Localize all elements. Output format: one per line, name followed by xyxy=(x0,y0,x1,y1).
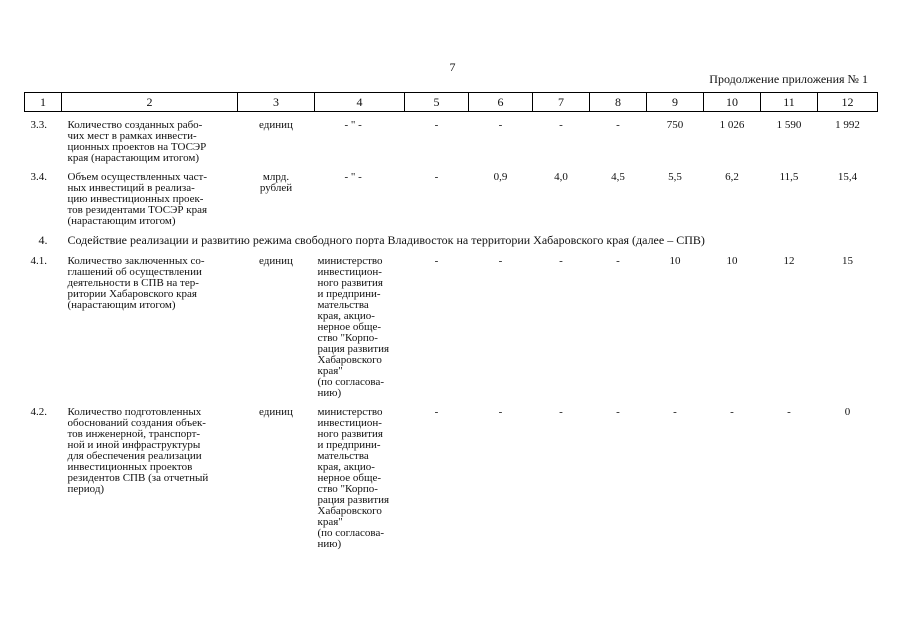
value-cell: 5,5 xyxy=(668,171,682,183)
indicators-table xyxy=(24,92,878,550)
column-header: 11 xyxy=(761,93,818,112)
value-cell: - xyxy=(787,406,791,418)
value-cell: 750 xyxy=(666,119,684,131)
section-header-row xyxy=(25,227,878,248)
value-cell: - xyxy=(559,255,563,267)
value-cell: 10 xyxy=(726,255,738,267)
column-header: 4 xyxy=(315,93,405,112)
value-cell: 1 992 xyxy=(835,119,860,131)
value-cell: 0,9 xyxy=(493,171,508,183)
column-header: 8 xyxy=(590,93,647,112)
indicator-name: Количество подготовленных обоснований создания объек- тов инженерной, транспорт- ной и иной инфраструктуры для обеспечения реализации инвестиционных проектов резидентов СПВ (за отчетный период) xyxy=(67,406,209,495)
column-header: 7 xyxy=(533,93,590,112)
responsible-cell: - " - xyxy=(344,171,362,183)
value-cell: 15,4 xyxy=(837,171,858,183)
section-number: 4. xyxy=(38,233,48,247)
column-header: 9 xyxy=(647,93,704,112)
column-header: 5 xyxy=(405,93,469,112)
value-cell: - xyxy=(616,255,620,267)
responsible-cell: - " - xyxy=(344,119,362,131)
row-number: 3.3. xyxy=(30,119,47,131)
value-cell: 6,2 xyxy=(725,171,739,183)
value-cell: - xyxy=(559,406,563,418)
value-cell: - xyxy=(434,171,439,183)
indicator-name: Количество заключенных со- глашений об осуществлении деятельности в СПВ на тер- ритории Хабаровского края (нарастающим итогом) xyxy=(67,255,205,311)
value-cell: - xyxy=(559,119,563,131)
column-header: 10 xyxy=(704,93,761,112)
row-number: 4.1. xyxy=(30,255,47,267)
unit-cell: единиц xyxy=(259,119,293,131)
value-cell: - xyxy=(616,119,620,131)
table-row xyxy=(25,399,878,550)
value-cell: 12 xyxy=(783,255,795,267)
indicator-name: Объем осуществленных част- ных инвестиций в реализа- цию инвестиционных проек- тов резидентами ТОСЭР края (нарастающим итогом) xyxy=(67,171,208,227)
value-cell: 0 xyxy=(844,406,851,418)
responsible-cell: министерство инвестицион- ного развития и предприни- мательства края, акцио- нерное обще- ство "Корпо- рация развития Хабаровского края" (по согласова- нию) xyxy=(317,406,390,550)
value-cell: - xyxy=(434,406,439,418)
value-cell: - xyxy=(434,119,439,131)
value-cell: - xyxy=(498,255,503,267)
row-number: 4.2. xyxy=(30,406,47,418)
value-cell: - xyxy=(498,119,503,131)
column-header: 1 xyxy=(25,93,62,112)
value-cell: 10 xyxy=(669,255,681,267)
responsible-cell: министерство инвестицион- ного развития и предприни- мательства края, акцио- нерное обще- ство "Корпо- рация развития Хабаровского края" (по согласова- нию) xyxy=(317,255,390,399)
column-header: 3 xyxy=(238,93,315,112)
value-cell: 11,5 xyxy=(779,171,799,183)
table-row xyxy=(25,248,878,399)
column-number-header-row xyxy=(25,93,878,112)
column-header: 12 xyxy=(818,93,878,112)
section-title: Содействие реализации и развитию режима свободного порта Владивосток на территории Хабаровского края (далее – СПВ) xyxy=(67,233,705,247)
value-cell: - xyxy=(498,406,503,418)
value-cell: 1 590 xyxy=(776,119,802,131)
column-header: 6 xyxy=(469,93,533,112)
value-cell: 4,0 xyxy=(554,171,568,183)
value-cell: - xyxy=(673,406,677,418)
table-row xyxy=(25,164,878,227)
indicator-name: Количество созданных рабо- чих мест в рамках инвести- ционных проектов на ТОСЭР края (нарастающим итогом) xyxy=(67,119,207,164)
column-header: 2 xyxy=(62,93,238,112)
appendix-continuation-label: Продолжение приложения № 1 xyxy=(709,72,868,86)
value-cell: - xyxy=(616,406,620,418)
value-cell: 15 xyxy=(842,255,853,267)
table-row xyxy=(25,112,878,165)
unit-cell: единиц xyxy=(259,255,293,267)
value-cell: - xyxy=(434,255,439,267)
value-cell: 4,5 xyxy=(611,171,625,183)
unit-cell: млрд. рублей xyxy=(259,171,293,194)
unit-cell: единиц xyxy=(259,406,293,418)
row-number: 3.4. xyxy=(30,171,47,183)
page-number: 7 xyxy=(449,60,456,74)
value-cell: 1 026 xyxy=(719,119,745,131)
value-cell: - xyxy=(730,406,734,418)
